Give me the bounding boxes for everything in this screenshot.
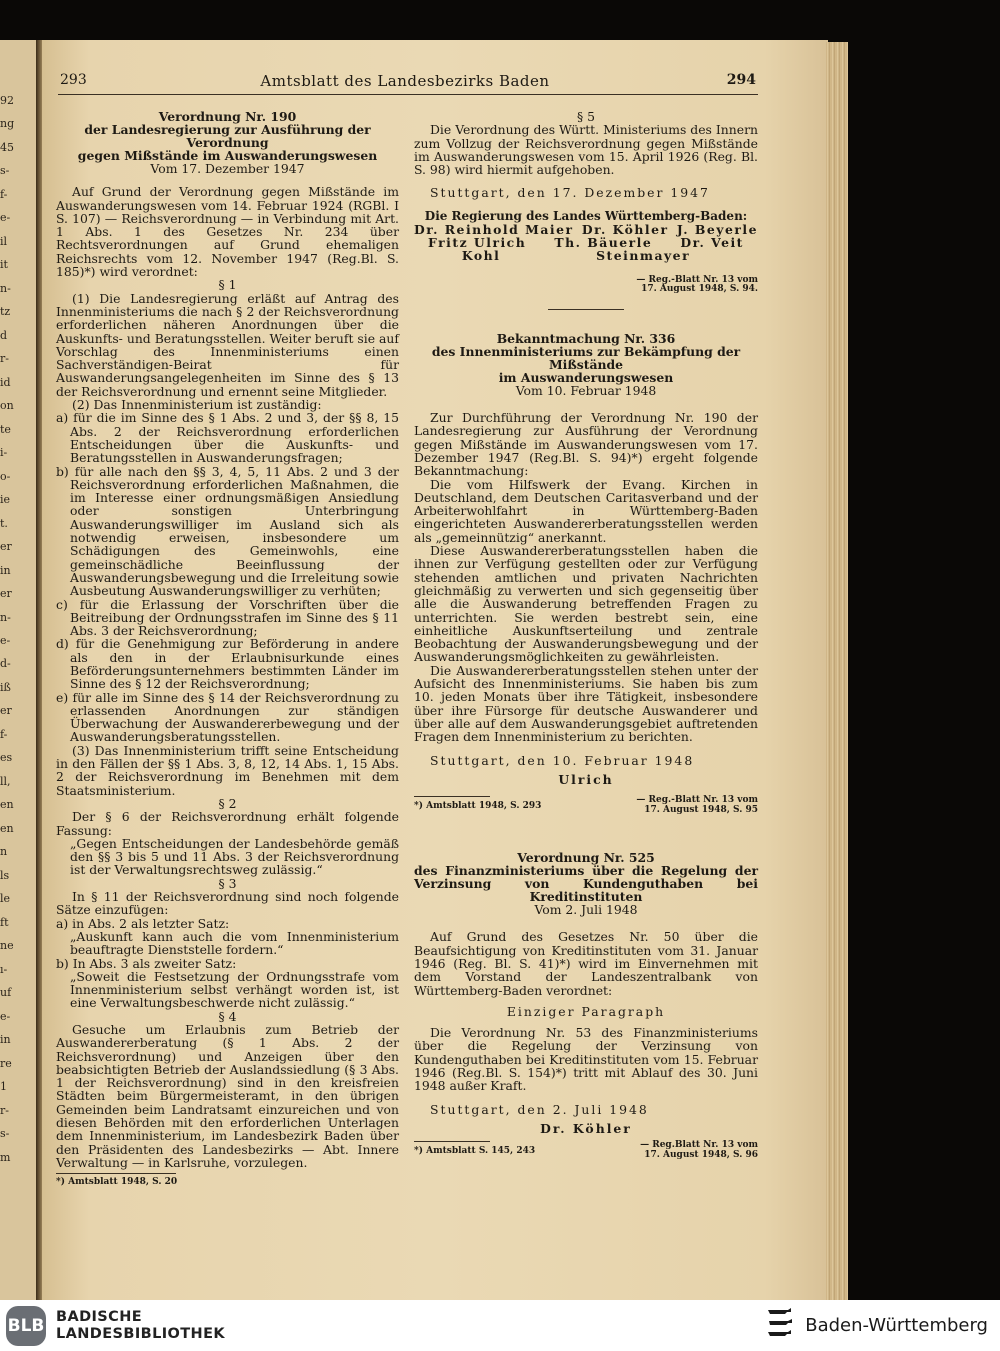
prev-page-fragment: re bbox=[0, 1057, 12, 1070]
section-1-item-c: c) für die Erlassung der Vorschriften über die Beitreibung der Ordnungsstrafen im Sinne des § 11 Abs. 3 der Reichsverordnung; bbox=[56, 596, 399, 639]
signature-koehler: Dr. Köhler bbox=[581, 221, 669, 237]
notice-336-para-1: Zur Durchführung der Verordnung Nr. 190 der Landesregierung zur Ausführung der Verordnung gegen Mißstände im Auswanderungswesen vom 17. Dezember 1947 (Reg.Bl. S. 94)*) ergeht folgende Bekanntmachung: bbox=[414, 410, 758, 479]
prev-page-fragment: iß bbox=[0, 681, 11, 694]
notice-336-date: Vom 10. Februar 1948 bbox=[515, 382, 657, 398]
footnote-left: *) Amtsblatt 1948, S. 20 bbox=[56, 1177, 178, 1188]
prev-page-fragment: in bbox=[0, 1033, 11, 1046]
three-lions-icon bbox=[765, 1306, 795, 1345]
prev-page-fragment: ll, bbox=[0, 775, 11, 788]
prev-page-fragment: f- bbox=[0, 188, 8, 201]
prev-page-fragment: n- bbox=[0, 611, 11, 624]
decree-525-sole-paragraph-heading: Einziger Paragraph bbox=[506, 1003, 666, 1019]
decree-190-title-line2: gegen Mißstände im Auswanderungswesen bbox=[77, 148, 378, 163]
source-ref-1-line2: 17. August 1948, S. 94. bbox=[641, 284, 758, 295]
section-1-item-a: a) für die im Sinne des § 1 Abs. 2 und 3, der §§ 8, 15 Abs. 2 der Reichsverordnung erforderlichen Entscheidungen über die Auskunfts- und Beratungsstellen in Auswanderungsfragen; bbox=[56, 410, 399, 466]
section-1-item-b: b) für alle nach den §§ 3, 4, 5, 11 Abs. 2 und 3 der Reichsverordnung erforderlichen Maßnahmen, die im Interesse einer ordnungsmäßigen Ansiedlung oder sonstigen Unterbringung Auswanderungswilliger im Ausland sich als notwendig erweisen, insbesondere um Schädigungen des Gemeinwohls, eine gemeinschädliche Beeinflussung der Auswanderungsbewegung und die Irreleitung sowie Ausbeutung Auswanderungswilliger zu verhüten; bbox=[56, 463, 399, 599]
prev-page-fragment: ls bbox=[0, 869, 10, 882]
place-date-1: Stuttgart, den 17. Dezember 1947 bbox=[430, 185, 710, 201]
signature-kohl: Kohl bbox=[461, 247, 501, 263]
notice-336-para-2: Die vom Hilfswerk der Evang. Kirchen in Deutschland, dem Deutschen Caritasverband und der Arbeiterwohlfahrt in Württemberg-Baden eingerichteten Auswandererberatungsstellen werden als „gemeinnützig“ anerkannt. bbox=[414, 476, 758, 545]
prev-page-fragment: s- bbox=[0, 1127, 10, 1140]
prev-page-fragment: il bbox=[0, 235, 8, 248]
section-4-para-1: Gesuche um Erlaubnis zum Betrieb der Auswandererberatung (§ 1 Abs. 2 der Reichsverordnung) und Anzeigen über den beabsichtigten Betrieb der Auslandssiedlung (§ 3 Abs. 1 der Reichsverordnung) sind in den kreisfreien Städten beim Bürgermeisteramt, in den übrigen Gemeinden beim Landratsamt einzureichen und von diesen Behörden mit den erforderlichen Unterlagen dem Innenministerium, im Landesbezirk Baden über den Präsidenten des Landesbezirks — Abt. Innere Verwaltung — in Karlsruhe, vorzulegen. bbox=[56, 1022, 399, 1170]
section-2-quote: „Gegen Entscheidungen der Landesbehörde gemäß den §§ 3 bis 5 und 11 Abs. 3 der Reichsverordnung ist der Verwaltungsrechtsweg zulässig.“ bbox=[70, 835, 399, 878]
blb-name bbox=[56, 1309, 225, 1343]
blb-branding[interactable] bbox=[6, 1306, 225, 1346]
prev-page-fragment: o- bbox=[0, 470, 11, 483]
signature-maier: Dr. Reinhold Maier bbox=[414, 221, 574, 237]
section-4-heading: § 4 bbox=[218, 1008, 237, 1024]
prev-page-fragment: e- bbox=[0, 211, 11, 224]
prev-page-fragment: n bbox=[0, 845, 8, 858]
prev-page-fragment: en bbox=[0, 822, 14, 835]
section-2-heading: § 2 bbox=[218, 795, 237, 811]
prev-page-fragment: le bbox=[0, 892, 11, 905]
prev-page-fragment: uf bbox=[0, 986, 12, 999]
prev-page-fragment: ft bbox=[0, 916, 9, 929]
source-ref-3-line2: 17. August 1948, S. 96 bbox=[644, 1149, 758, 1160]
prev-page-fragment: ie bbox=[0, 493, 11, 506]
decree-190-title-line1: der Landesregierung zur Ausführung der Verordnung bbox=[84, 122, 371, 150]
footnote-rule bbox=[56, 1173, 176, 1174]
place-date-2: Stuttgart, den 10. Februar 1948 bbox=[430, 752, 695, 768]
decree-525-para-1: Auf Grund des Gesetzes Nr. 50 über die Beaufsichtigung von Kreditinstituten vom 31. Januar 1946 (Reg. Bl. S. 41)*) wird im Einvernehmen mit dem Vorstand der Landeszentralbank von Württemberg-Baden verordnet: bbox=[414, 929, 758, 998]
section-1-para-3: (3) Das Innenministerium trifft seine Entscheidung in den Fällen der §§ 1 Abs. 3, 8, 12, 14 Abs. 1, 15 Abs. 2 der Reichsverordnung im Benehmen mit dem Staatsministerium. bbox=[56, 742, 399, 798]
signature-block bbox=[414, 223, 758, 262]
prev-page-fragment: m bbox=[0, 1151, 11, 1164]
footnote-row-2 bbox=[414, 796, 758, 815]
blb-name-line1: BADISCHE bbox=[56, 1308, 143, 1325]
prev-page-fragment: tz bbox=[0, 305, 11, 318]
footer-banner bbox=[0, 1300, 1000, 1351]
section-3-heading: § 3 bbox=[218, 875, 237, 891]
signature-steinmayer: Steinmayer bbox=[596, 247, 691, 263]
journal-title: Amtsblatt des Landesbezirks Baden bbox=[260, 72, 550, 90]
prev-page-fragment: en bbox=[0, 798, 14, 811]
bw-label: Baden-Württemberg bbox=[805, 1315, 988, 1336]
header-rule bbox=[58, 94, 758, 95]
prev-page-fragment: d bbox=[0, 329, 8, 342]
prev-page-fragment: e- bbox=[0, 1010, 11, 1023]
prev-page-fragment: 1 bbox=[0, 1080, 7, 1093]
prev-page-fragment: 92 bbox=[0, 94, 14, 107]
section-5-heading: § 5 bbox=[576, 109, 596, 124]
prev-page-fragment: it bbox=[0, 258, 8, 271]
prev-page-fragment: ı- bbox=[0, 963, 8, 976]
prev-page-fragment: ne bbox=[0, 939, 14, 952]
notice-336-title-line1: des Innenministeriums zur Bekämpfung der Mißstände bbox=[431, 343, 741, 372]
section-1-heading: § 1 bbox=[218, 277, 237, 293]
page-number-left: 293 bbox=[60, 72, 87, 88]
prev-page-fragment: r- bbox=[0, 1104, 9, 1117]
page-stack-edge bbox=[826, 42, 848, 1300]
signature-ulrich: Fritz Ulrich bbox=[428, 234, 527, 250]
decree-525-para-2: Die Verordnung Nr. 53 des Finanzministeriums über die Regelung der Verzinsung von Kundenguthaben bei Kreditinstituten vom 15. Februar 1946 (Reg.Bl. S. 154)*) tritt mit Ablauf des 30. Juni 1948 außer Kraft. bbox=[414, 1025, 758, 1094]
section-3-item-b: b) In Abs. 3 als zweiter Satz: bbox=[56, 955, 237, 971]
prev-page-fragment: es bbox=[0, 751, 13, 764]
prev-page-fragment: er bbox=[0, 587, 12, 600]
section-1-para-1: (1) Die Landesregierung erläßt auf Antrag des Innenministeriums die nach § 2 der Reichsverordnung erforderlichen näheren Anordnungen über die Auskunfts- und Beratungsstellen. Weiter beruft sie auf Vorschlag des Innenministeriums einen Sachverständigen-Beirat für Auswanderungsangelegenheiten im Sinne des § 13 der Reichsverordnung und ernennt seine Mitglieder. bbox=[56, 290, 399, 399]
prev-page-fragment: 45 bbox=[0, 141, 14, 154]
section-3-item-a: a) in Abs. 2 als letzter Satz: bbox=[56, 915, 230, 931]
decree-190-preamble: Auf Grund der Verordnung gegen Mißstände im Auswanderungswesen vom 14. Februar 1924 (RGBl. I S. 107) — Reichsverordnung — in Verbindung mit Art. 1 Abs. 1 des Gesetzes Nr. 234 über Rechtsverordnungen auf Grund ehemaligen Reichsrechts vom 12. November 1947 (Reg.Bl. S. 185)*) wird verordnet: bbox=[56, 184, 399, 280]
section-1-para-2: (2) Das Innenministerium ist zuständig: bbox=[72, 397, 322, 413]
footnote-rule-3 bbox=[414, 1141, 490, 1142]
prev-page-fragment: on bbox=[0, 399, 14, 412]
blb-logo-icon: BLB bbox=[6, 1306, 46, 1346]
source-ref-2-line2: 17. August 1948, S. 95 bbox=[644, 804, 758, 815]
notice-336-para-3: Diese Auswandererberatungsstellen haben die ihnen zur Verfügung gestellten oder zur Verfügung stehenden amtlichen und privaten Nachrichten gleichmäßig zu verwerten und sich gegenseitig über alle die Auswanderung betreffenden Fragen zu unterrichten. Sie werden bestrebt sein, eine einheitliche Auskunftserteilung und zentrale Beobachtung der Auswanderungsbewegung und der Auswanderungsmöglichkeiten zu gewährleisten. bbox=[414, 543, 758, 665]
decree-525-title: des Finanzministeriums über die Regelung der Verzinsung von Kundenguthaben bei Kreditinstituten bbox=[414, 863, 758, 905]
footnote-2: *) Amtsblatt 1948, S. 293 bbox=[414, 801, 542, 812]
footnote-3: *) Amtsblatt S. 145, 243 bbox=[414, 1146, 536, 1157]
section-1-item-e: e) für alle im Sinne des § 14 der Reichsverordnung zu erlassenden Anordnungen zur ständigen Überwachung der Auswandererbewegung und der Auswanderungsberatungsstellen. bbox=[56, 689, 399, 745]
signature-baeuerle: Th. Bäuerle bbox=[554, 234, 653, 250]
notice-336-number: Bekanntmachung Nr. 336 bbox=[496, 330, 676, 346]
decree-525-date: Vom 2. Juli 1948 bbox=[534, 902, 638, 918]
section-2-para-1: Der § 6 der Reichsverordnung erhält folgende Fassung: bbox=[56, 809, 399, 838]
source-ref-1-line1: — Reg.-Blatt Nr. 13 vom bbox=[636, 274, 758, 285]
decree-190-date: Vom 17. Dezember 1947 bbox=[150, 161, 305, 176]
source-ref-3-line1: — Reg.Blatt Nr. 13 vom bbox=[640, 1140, 758, 1151]
signature-veit: Dr. Veit bbox=[680, 234, 744, 250]
notice-336-title-line2: im Auswanderungswesen bbox=[498, 369, 674, 385]
section-3-para-1: In § 11 der Reichsverordnung sind noch folgende Sätze einzufügen: bbox=[56, 889, 399, 918]
decree-190-number: Verordnung Nr. 190 bbox=[158, 109, 297, 124]
prev-page-fragment: ng bbox=[0, 117, 15, 130]
notice-336-para-4: Die Auswandererberatungsstellen stehen unter der Aufsicht des Innenministeriums. Sie haben bis zum 10. jeden Monats über ihre Tätigkeit, insbesondere über ihre Fürsorge für deutsche Auswanderer und über alle auf dem Auswanderungsgebiet auftretenden Fragen dem Innenministerium zu berichten. bbox=[414, 662, 758, 745]
decree-525-number: Verordnung Nr. 525 bbox=[517, 850, 655, 866]
prev-page-fragment: r- bbox=[0, 352, 9, 365]
prev-page-fragment: er bbox=[0, 540, 12, 553]
footnote-row-3 bbox=[414, 1141, 758, 1160]
page-number-right: 294 bbox=[726, 72, 756, 88]
prev-page-fragment: er bbox=[0, 704, 12, 717]
source-ref-2-line1: — Reg.-Blatt Nr. 13 vom bbox=[636, 795, 758, 806]
prev-page-fragment: id bbox=[0, 376, 11, 389]
signature-ulrich-2: Ulrich bbox=[558, 771, 614, 787]
signature-koehler-2: Dr. Köhler bbox=[540, 1120, 632, 1136]
bw-branding[interactable] bbox=[765, 1306, 988, 1345]
footnote-rule-2 bbox=[414, 796, 490, 797]
prev-page-fragment: e- bbox=[0, 634, 11, 647]
left-column bbox=[56, 110, 399, 1190]
prev-page-fragment: f- bbox=[0, 728, 8, 741]
section-5-para-1: Die Verordnung des Württ. Ministeriums des Innern zum Vollzug der Reichsverordnung gegen Mißstände im Auswanderungswesen vom 15. April 1926 (Reg. Bl. S. 98) wird hiermit aufgehoben. bbox=[414, 122, 758, 178]
blb-name-line2: LANDESBIBLIOTHEK bbox=[56, 1325, 226, 1342]
prev-page-fragment: s- bbox=[0, 164, 10, 177]
section-3-quote-a: „Auskunft kann auch die vom Innenministerium beauftragte Dienststelle fordern.“ bbox=[70, 928, 399, 958]
section-3-quote-b: „Soweit die Festsetzung der Ordnungsstrafe vom Innenministerium selbst verhängt worden ist, ist eine Verwaltungsbeschwerde nicht zulässig.“ bbox=[70, 968, 399, 1011]
prev-page-fragment: i- bbox=[0, 446, 8, 459]
section-1-item-d: d) für die Genehmigung zur Beförderung in andere als den in der Erlaubnisurkunde eines Beförderungsunternehmers bestimmten Länder im Sinne des § 12 der Reichsverordnung; bbox=[56, 636, 399, 692]
previous-page-edge bbox=[0, 40, 38, 1300]
right-column bbox=[414, 110, 758, 1160]
prev-page-fragment: n- bbox=[0, 282, 11, 295]
prev-page-fragment: t. bbox=[0, 517, 8, 530]
prev-page-fragment: te bbox=[0, 423, 11, 436]
government-line: Die Regierung des Landes Württemberg-Baden: bbox=[424, 208, 748, 223]
place-date-3: Stuttgart, den 2. Juli 1948 bbox=[430, 1101, 649, 1117]
prev-page-fragment: d- bbox=[0, 657, 11, 670]
prev-page-fragment: in bbox=[0, 564, 11, 577]
signature-beyerle: J. Beyerle bbox=[676, 221, 758, 237]
